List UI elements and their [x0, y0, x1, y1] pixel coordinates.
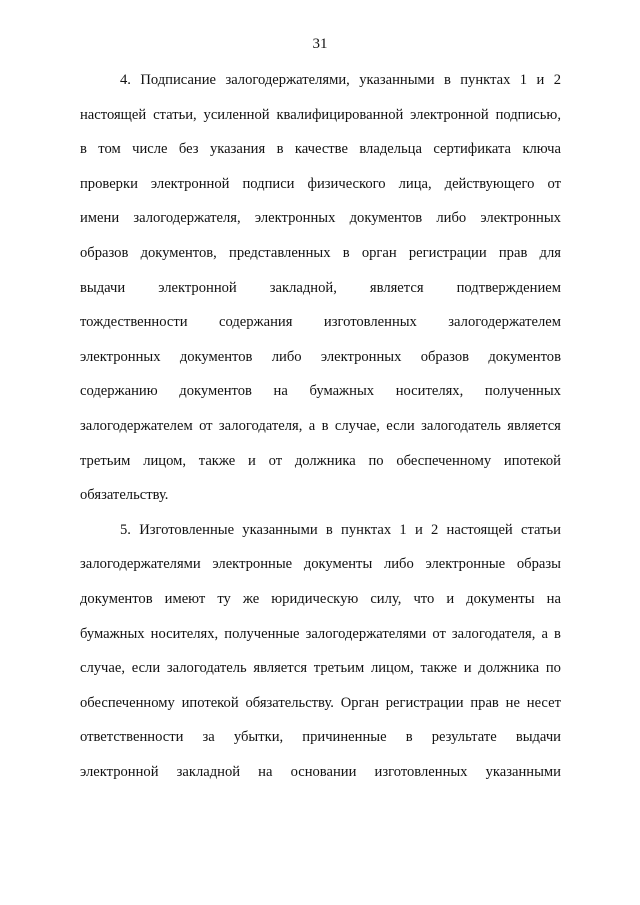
- text-line: 5. Изготовленные указанными в пунктах 1 и 2 настоящей статьи: [120, 521, 561, 538]
- text-line: обязательству.: [80, 487, 169, 504]
- text-line: случае, если залогодатель является третьим лицом, также и должника по: [80, 660, 561, 677]
- text-line: залогодержателями электронные документы либо электронные образы: [80, 556, 561, 573]
- text-line: в том числе без указания в качестве владельца сертификата ключа: [80, 141, 561, 158]
- text-line: третьим лицом, также и от должника по обеспеченному ипотекой: [80, 452, 561, 469]
- document-body: [80, 68, 561, 794]
- text-line: 4. Подписание залогодержателями, указанными в пунктах 1 и 2: [120, 72, 561, 88]
- paragraph-5: [80, 518, 561, 795]
- text-line: ответственности за убытки, причиненные в результате выдачи: [80, 729, 561, 746]
- text-line: тождественности содержания изготовленных залогодержателем: [80, 314, 561, 331]
- text-line: документов имеют ту же юридическую силу, что и документы на: [80, 590, 561, 607]
- text-line: содержанию документов на бумажных носителях, полученных: [80, 383, 561, 400]
- text-line: электронных документов либо электронных образов документов: [80, 348, 561, 365]
- text-line: обеспеченному ипотекой обязательству. Орган регистрации прав не несет: [80, 694, 561, 711]
- text-line: имени залогодержателя, электронных документов либо электронных: [80, 210, 561, 227]
- paragraph-4: [80, 68, 561, 518]
- text-line: залогодержателем от залогодателя, а в случае, если залогодатель является: [80, 417, 561, 434]
- text-line: выдачи электронной закладной, является подтверждением: [80, 279, 561, 296]
- text-line: электронной закладной на основании изготовленных указанными: [80, 763, 561, 780]
- text-line: бумажных носителях, полученные залогодержателями от залогодателя, а в: [80, 625, 561, 642]
- text-line: проверки электронной подписи физического лица, действующего от: [80, 175, 561, 192]
- text-line: настоящей статьи, усиленной квалифицированной электронной подписью,: [80, 106, 561, 123]
- text-line: образов документов, представленных в орган регистрации прав для: [80, 244, 561, 261]
- page-number: 31: [312, 36, 328, 52]
